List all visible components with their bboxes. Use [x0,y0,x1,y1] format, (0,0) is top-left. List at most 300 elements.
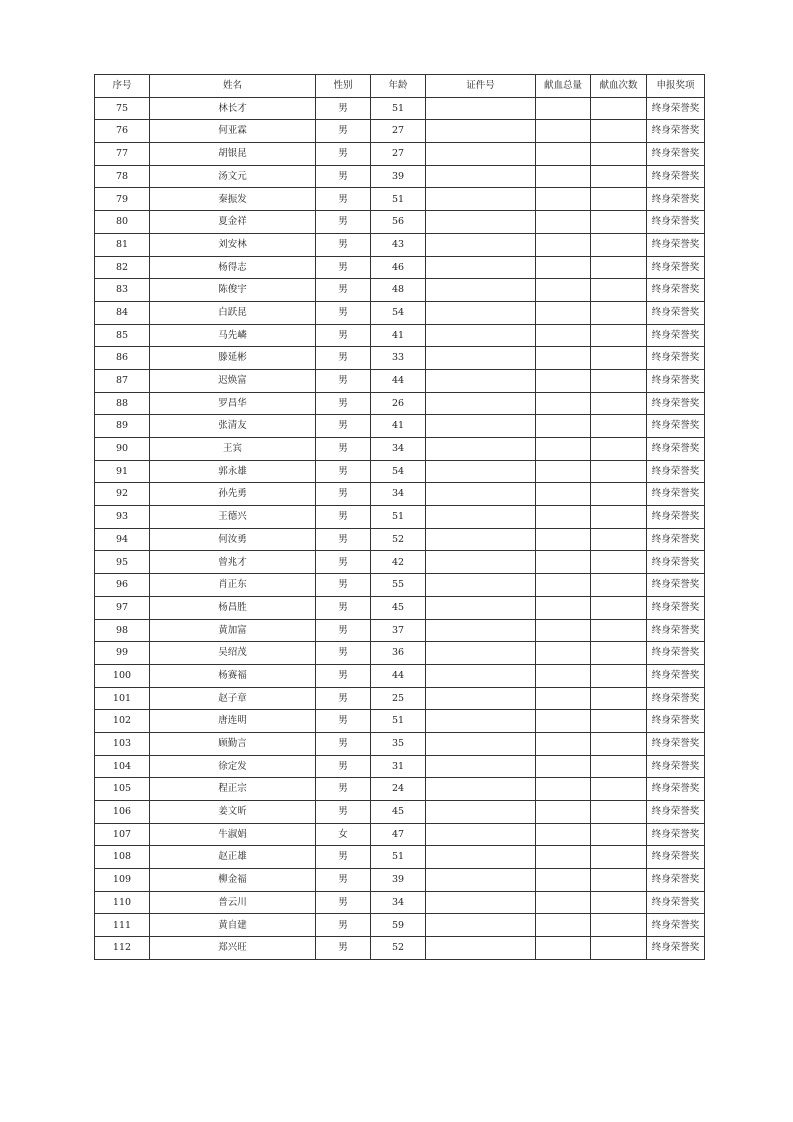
cell-age: 56 [371,211,426,234]
cell-donation-count [591,937,647,960]
cell-serial: 101 [95,687,150,710]
cell-donation-count [591,392,647,415]
cell-award: 终身荣誉奖 [647,710,705,733]
cell-award: 终身荣誉奖 [647,574,705,597]
table-row [95,891,705,914]
cell-gender: 男 [316,211,371,234]
cell-name: 滕延彬 [150,347,316,370]
cell-serial: 112 [95,937,150,960]
cell-donation-count [591,823,647,846]
cell-name: 杨赛福 [150,664,316,687]
cell-age: 45 [371,596,426,619]
cell-age: 27 [371,143,426,166]
cell-total-volume [536,347,591,370]
cell-award: 终身荣誉奖 [647,506,705,529]
cell-gender: 男 [316,324,371,347]
cell-award: 终身荣誉奖 [647,642,705,665]
cell-total-volume [536,256,591,279]
cell-total-volume [536,732,591,755]
cell-serial: 78 [95,165,150,188]
cell-id-number [426,664,536,687]
cell-id-number [426,823,536,846]
cell-name: 罗昌华 [150,392,316,415]
cell-age: 42 [371,551,426,574]
cell-donation-count [591,914,647,937]
cell-serial: 109 [95,869,150,892]
table-row [95,415,705,438]
cell-donation-count [591,415,647,438]
cell-award: 终身荣誉奖 [647,324,705,347]
cell-award: 终身荣誉奖 [647,392,705,415]
cell-age: 39 [371,165,426,188]
cell-donation-count [591,551,647,574]
cell-total-volume [536,869,591,892]
cell-gender: 男 [316,732,371,755]
table-row [95,233,705,256]
cell-gender: 男 [316,551,371,574]
table-row [95,347,705,370]
cell-age: 34 [371,483,426,506]
cell-donation-count [591,869,647,892]
cell-age: 41 [371,324,426,347]
cell-gender: 男 [316,369,371,392]
cell-donation-count [591,506,647,529]
table-row [95,165,705,188]
cell-name: 吴绍茂 [150,642,316,665]
cell-id-number [426,301,536,324]
cell-award: 终身荣誉奖 [647,869,705,892]
cell-award: 终身荣誉奖 [647,347,705,370]
cell-name: 孙先勇 [150,483,316,506]
cell-award: 终身荣誉奖 [647,891,705,914]
cell-serial: 91 [95,460,150,483]
cell-age: 37 [371,619,426,642]
cell-id-number [426,801,536,824]
cell-serial: 100 [95,664,150,687]
cell-award: 终身荣誉奖 [647,233,705,256]
cell-donation-count [591,143,647,166]
cell-gender: 男 [316,301,371,324]
table-row [95,846,705,869]
header-cell-donation-count: 献血次数 [591,75,647,98]
cell-id-number [426,347,536,370]
cell-serial: 80 [95,211,150,234]
cell-age: 34 [371,438,426,461]
cell-name: 牛淑娟 [150,823,316,846]
cell-name: 张清友 [150,415,316,438]
cell-id-number [426,120,536,143]
cell-age: 51 [371,97,426,120]
table-row [95,619,705,642]
cell-name: 曾兆才 [150,551,316,574]
cell-donation-count [591,596,647,619]
cell-name: 林长才 [150,97,316,120]
cell-total-volume [536,823,591,846]
cell-id-number [426,211,536,234]
cell-serial: 110 [95,891,150,914]
cell-total-volume [536,574,591,597]
cell-age: 41 [371,415,426,438]
cell-award: 终身荣誉奖 [647,664,705,687]
cell-serial: 98 [95,619,150,642]
cell-name: 姜文昕 [150,801,316,824]
cell-serial: 93 [95,506,150,529]
cell-id-number [426,392,536,415]
cell-id-number [426,460,536,483]
cell-gender: 女 [316,823,371,846]
cell-award: 终身荣誉奖 [647,279,705,302]
cell-gender: 男 [316,143,371,166]
cell-name: 郑兴旺 [150,937,316,960]
cell-donation-count [591,801,647,824]
cell-name: 迟焕富 [150,369,316,392]
cell-total-volume [536,528,591,551]
cell-name: 王德兴 [150,506,316,529]
cell-name: 杨昌胜 [150,596,316,619]
cell-donation-count [591,369,647,392]
cell-name: 何亚霖 [150,120,316,143]
cell-age: 44 [371,664,426,687]
cell-id-number [426,324,536,347]
cell-id-number [426,143,536,166]
cell-serial: 76 [95,120,150,143]
cell-id-number [426,937,536,960]
cell-gender: 男 [316,120,371,143]
cell-serial: 107 [95,823,150,846]
cell-award: 终身荣誉奖 [647,143,705,166]
cell-age: 51 [371,188,426,211]
table-body [95,97,705,959]
cell-total-volume [536,415,591,438]
table-row [95,188,705,211]
cell-gender: 男 [316,438,371,461]
header-cell-age: 年龄 [371,75,426,98]
cell-serial: 104 [95,755,150,778]
cell-total-volume [536,596,591,619]
table-row [95,664,705,687]
cell-id-number [426,891,536,914]
header-cell-name: 姓名 [150,75,316,98]
cell-age: 33 [371,347,426,370]
table-row [95,551,705,574]
header-cell-total-volume: 献血总量 [536,75,591,98]
cell-gender: 男 [316,596,371,619]
header-row [95,75,705,98]
cell-award: 终身荣誉奖 [647,483,705,506]
table-row [95,143,705,166]
cell-id-number [426,574,536,597]
cell-serial: 102 [95,710,150,733]
cell-id-number [426,619,536,642]
table-row [95,937,705,960]
cell-id-number [426,165,536,188]
cell-award: 终身荣誉奖 [647,120,705,143]
cell-age: 44 [371,369,426,392]
cell-donation-count [591,732,647,755]
cell-total-volume [536,165,591,188]
cell-total-volume [536,211,591,234]
cell-age: 31 [371,755,426,778]
cell-id-number [426,710,536,733]
cell-award: 终身荣誉奖 [647,415,705,438]
cell-donation-count [591,438,647,461]
cell-total-volume [536,619,591,642]
table-row [95,256,705,279]
cell-total-volume [536,551,591,574]
cell-award: 终身荣誉奖 [647,188,705,211]
cell-total-volume [536,483,591,506]
cell-award: 终身荣誉奖 [647,301,705,324]
cell-total-volume [536,755,591,778]
cell-award: 终身荣誉奖 [647,551,705,574]
header-cell-serial: 序号 [95,75,150,98]
cell-age: 26 [371,392,426,415]
cell-donation-count [591,574,647,597]
cell-total-volume [536,801,591,824]
cell-name: 肖正东 [150,574,316,597]
cell-serial: 108 [95,846,150,869]
cell-id-number [426,846,536,869]
cell-gender: 男 [316,914,371,937]
cell-gender: 男 [316,846,371,869]
table-row [95,506,705,529]
cell-age: 24 [371,778,426,801]
cell-award: 终身荣誉奖 [647,596,705,619]
cell-award: 终身荣誉奖 [647,937,705,960]
cell-donation-count [591,347,647,370]
cell-age: 51 [371,506,426,529]
cell-name: 普云川 [150,891,316,914]
cell-name: 黄自建 [150,914,316,937]
cell-donation-count [591,891,647,914]
cell-serial: 94 [95,528,150,551]
cell-serial: 97 [95,596,150,619]
cell-award: 终身荣誉奖 [647,778,705,801]
cell-award: 终身荣誉奖 [647,823,705,846]
cell-gender: 男 [316,619,371,642]
cell-award: 终身荣誉奖 [647,256,705,279]
cell-id-number [426,188,536,211]
table-row [95,301,705,324]
cell-id-number [426,732,536,755]
cell-total-volume [536,392,591,415]
cell-age: 51 [371,846,426,869]
cell-age: 43 [371,233,426,256]
table-row [95,869,705,892]
cell-donation-count [591,301,647,324]
cell-award: 终身荣誉奖 [647,914,705,937]
cell-age: 35 [371,732,426,755]
table-row [95,732,705,755]
cell-id-number [426,483,536,506]
cell-name: 程正宗 [150,778,316,801]
cell-gender: 男 [316,891,371,914]
table-row [95,120,705,143]
cell-serial: 92 [95,483,150,506]
cell-name: 刘安林 [150,233,316,256]
cell-id-number [426,869,536,892]
table-row [95,483,705,506]
blood-donor-award-table [94,74,705,960]
cell-id-number [426,914,536,937]
cell-serial: 90 [95,438,150,461]
cell-gender: 男 [316,233,371,256]
cell-age: 48 [371,279,426,302]
cell-gender: 男 [316,97,371,120]
cell-gender: 男 [316,869,371,892]
cell-name: 赵子章 [150,687,316,710]
cell-total-volume [536,301,591,324]
table-row [95,823,705,846]
table-row [95,574,705,597]
cell-age: 46 [371,256,426,279]
cell-gender: 男 [316,528,371,551]
cell-id-number [426,596,536,619]
cell-name: 杨得志 [150,256,316,279]
cell-award: 终身荣誉奖 [647,755,705,778]
cell-name: 何汝勇 [150,528,316,551]
cell-name: 郭永雄 [150,460,316,483]
cell-id-number [426,415,536,438]
table-row [95,211,705,234]
cell-name: 徐定发 [150,755,316,778]
cell-award: 终身荣誉奖 [647,460,705,483]
cell-total-volume [536,233,591,256]
cell-total-volume [536,97,591,120]
table-row [95,528,705,551]
cell-serial: 82 [95,256,150,279]
cell-name: 唐连明 [150,710,316,733]
cell-name: 秦振发 [150,188,316,211]
table-row [95,687,705,710]
cell-serial: 106 [95,801,150,824]
cell-total-volume [536,438,591,461]
cell-id-number [426,778,536,801]
cell-serial: 81 [95,233,150,256]
cell-gender: 男 [316,710,371,733]
cell-id-number [426,369,536,392]
cell-age: 47 [371,823,426,846]
cell-name: 顾勤言 [150,732,316,755]
cell-serial: 77 [95,143,150,166]
cell-award: 终身荣誉奖 [647,165,705,188]
cell-total-volume [536,914,591,937]
cell-gender: 男 [316,664,371,687]
cell-name: 柳金福 [150,869,316,892]
cell-gender: 男 [316,392,371,415]
cell-serial: 88 [95,392,150,415]
cell-gender: 男 [316,642,371,665]
table-row [95,438,705,461]
cell-name: 胡银昆 [150,143,316,166]
cell-id-number [426,279,536,302]
cell-gender: 男 [316,483,371,506]
cell-award: 终身荣誉奖 [647,619,705,642]
cell-name: 赵正雄 [150,846,316,869]
cell-gender: 男 [316,415,371,438]
cell-gender: 男 [316,256,371,279]
cell-age: 59 [371,914,426,937]
cell-age: 52 [371,937,426,960]
cell-serial: 79 [95,188,150,211]
cell-donation-count [591,211,647,234]
cell-donation-count [591,188,647,211]
cell-donation-count [591,233,647,256]
cell-name: 马先嶙 [150,324,316,347]
table-row [95,596,705,619]
cell-gender: 男 [316,165,371,188]
cell-age: 52 [371,528,426,551]
cell-age: 45 [371,801,426,824]
cell-total-volume [536,937,591,960]
cell-total-volume [536,687,591,710]
cell-total-volume [536,120,591,143]
cell-gender: 男 [316,801,371,824]
cell-total-volume [536,846,591,869]
cell-donation-count [591,483,647,506]
cell-name: 黄加富 [150,619,316,642]
cell-name: 陈俊宇 [150,279,316,302]
cell-id-number [426,755,536,778]
cell-id-number [426,97,536,120]
cell-total-volume [536,778,591,801]
table-row [95,392,705,415]
cell-award: 终身荣誉奖 [647,369,705,392]
cell-age: 39 [371,869,426,892]
cell-age: 34 [371,891,426,914]
table-row [95,755,705,778]
cell-gender: 男 [316,347,371,370]
cell-serial: 83 [95,279,150,302]
cell-serial: 103 [95,732,150,755]
cell-donation-count [591,710,647,733]
cell-gender: 男 [316,279,371,302]
cell-donation-count [591,460,647,483]
header-cell-gender: 性别 [316,75,371,98]
cell-total-volume [536,279,591,302]
cell-award: 终身荣誉奖 [647,801,705,824]
cell-id-number [426,528,536,551]
cell-age: 54 [371,301,426,324]
cell-serial: 84 [95,301,150,324]
cell-total-volume [536,642,591,665]
cell-donation-count [591,528,647,551]
cell-gender: 男 [316,755,371,778]
cell-award: 终身荣誉奖 [647,438,705,461]
cell-total-volume [536,891,591,914]
table-row [95,97,705,120]
cell-serial: 99 [95,642,150,665]
cell-serial: 95 [95,551,150,574]
cell-id-number [426,233,536,256]
cell-serial: 86 [95,347,150,370]
cell-name: 王宾 [150,438,316,461]
cell-donation-count [591,120,647,143]
cell-donation-count [591,165,647,188]
cell-gender: 男 [316,506,371,529]
cell-serial: 96 [95,574,150,597]
cell-total-volume [536,710,591,733]
cell-donation-count [591,642,647,665]
cell-age: 54 [371,460,426,483]
cell-name: 夏金祥 [150,211,316,234]
cell-award: 终身荣誉奖 [647,732,705,755]
cell-donation-count [591,279,647,302]
cell-total-volume [536,369,591,392]
cell-total-volume [536,324,591,347]
cell-gender: 男 [316,778,371,801]
cell-award: 终身荣誉奖 [647,97,705,120]
